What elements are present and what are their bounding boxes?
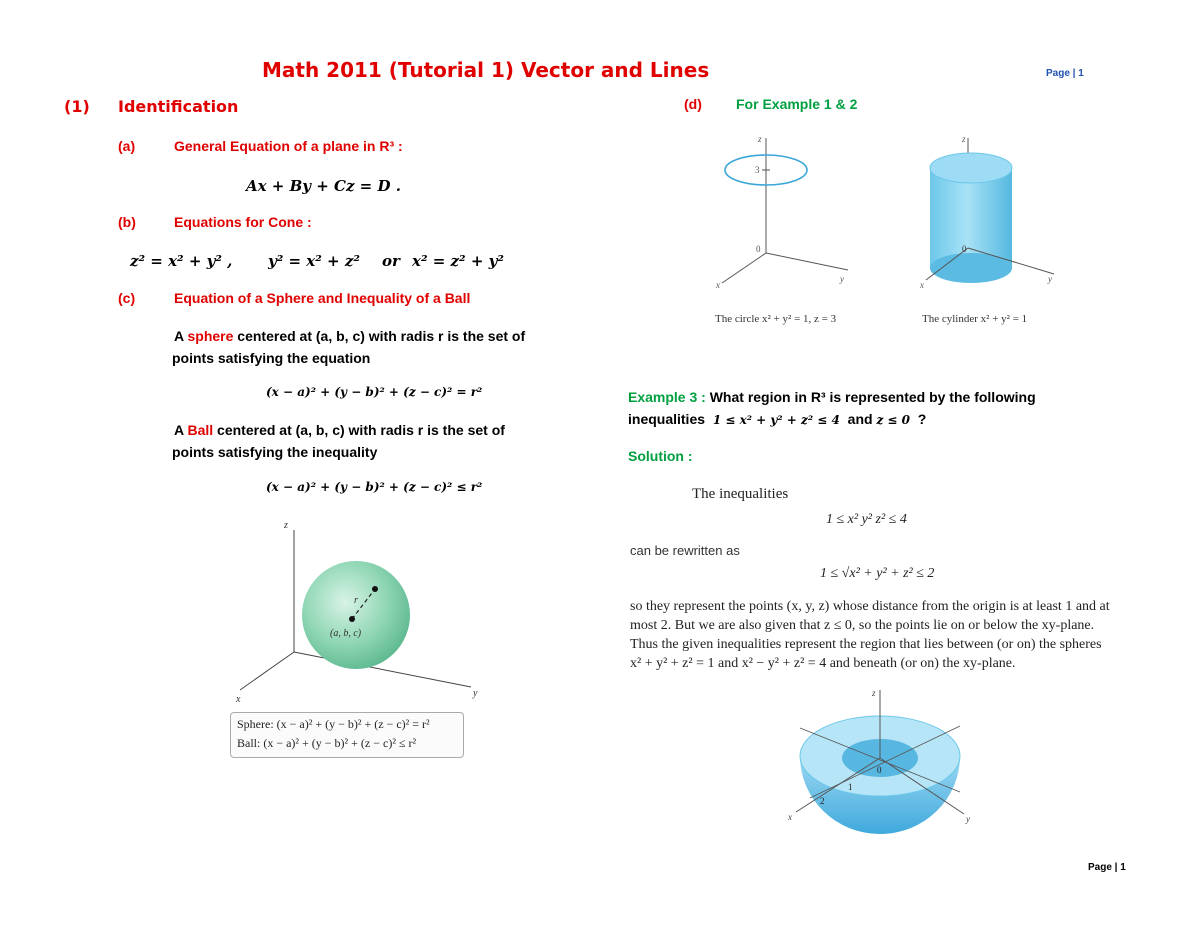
item-b-text: Equations for Cone : [174,214,312,230]
item-d-text: For Example 1 & 2 [736,96,858,112]
y-label: y [1048,274,1052,284]
x-label: x [716,280,720,290]
r-label: r [354,595,358,606]
item-a-text: General Equation of a plane in R³ : [174,138,403,154]
y-label: y [840,274,844,284]
cone-equation-3: x² = z² + y² [412,252,504,270]
solution-paragraph-3: Thus the given inequalities represent the region that lies between (or on) the spheres [630,637,1102,652]
z-label: z [962,134,966,144]
cone-or: or [382,252,400,270]
z-label: z [872,688,876,698]
item-b-label: (b) [118,214,136,230]
sphere-figure [226,512,486,712]
item-c-label: (c) [118,290,136,306]
sphere-legend [230,712,464,758]
solution-paragraph-1: so they represent the points (x, y, z) whose distance from the origin is at least 1 and at [630,599,1110,614]
cone-equation-1: z² = x² + y² , [130,252,233,270]
x-axis [240,652,294,690]
section-title: Identification [118,97,239,116]
y-axis [766,253,848,270]
z-label: z [758,134,762,144]
x-label: x [788,812,792,822]
one-label: 1 [848,782,853,792]
zero-label: 0 [962,244,967,254]
zero-label: 0 [756,244,761,254]
solution-label: Solution : [628,448,693,464]
solution-line1: The inequalities [692,486,789,502]
sphere-definition-line2: points satisfying the equation [172,350,371,366]
legend-sphere: Sphere: (x − a)² + (y − b)² + (z − c)² = r² [237,717,430,731]
example3-question-line1: Example 3 : What region in R³ is represented by the following [628,389,1036,405]
y-label: y [473,688,478,699]
ball-equation: (x − a)² + (y − b)² + (z − c)² ≤ r² [266,480,483,494]
y-label: y [966,814,970,824]
page-title: Math 2011 (Tutorial 1) Vector and Lines [262,58,710,82]
circle-figure [700,128,880,328]
ball-definition-line2: points satisfying the inequality [172,444,378,460]
ball-definition-line1: A Ball centered at (a, b, c) with radis r is the set of [174,422,505,438]
center-label: (a, b, c) [330,628,362,639]
item-c-text: Equation of a Sphere and Inequality of a Ball [174,290,471,306]
solution-rewritten: 1 ≤ √x² + y² + z² ≤ 2 [820,566,935,581]
x-label: x [236,694,241,705]
zero-label: 0 [877,765,882,775]
solution-line2: can be rewritten as [630,543,740,558]
cylinder-caption: The cylinder x² + y² = 1 [922,313,1028,325]
x-axis [722,253,766,283]
z-label: z [284,520,288,531]
circle-caption: The circle x² + y² = 1, z = 3 [715,313,837,325]
sphere-definition-line1: A sphere centered at (a, b, c) with radis r is the set of [174,328,526,344]
sphere-equation: (x − a)² + (y − b)² + (z − c)² = r² [266,385,483,399]
item-d-label: (d) [684,96,702,112]
page-number-bottom: Page | 1 [1088,862,1126,873]
center-point [349,616,355,622]
cylinder-figure [906,128,1096,328]
legend-ball: Ball: (x − a)² + (y − b)² + (z − c)² ≤ r² [237,736,417,750]
page-number-top: Page | 1 [1046,68,1084,79]
sphere-shape [302,561,410,669]
item-a-label: (a) [118,138,136,154]
section-number: (1) [64,97,90,116]
solution-inequality: 1 ≤ x² y² z² ≤ 4 [826,512,907,527]
cone-equation-2: y² = x² + z² [268,252,360,270]
two-label: 2 [820,796,825,806]
example3-question-line2: inequalities 1 ≤ x² + y² + z² ≤ 4 and z ≤ 0 ? [628,411,927,427]
surface-point [372,586,378,592]
three-label: 3 [755,165,760,175]
cylinder-top [930,153,1012,183]
solution-paragraph-2: most 2. But we are also given that z ≤ 0, so the points lie on or below the xy-plane. [630,618,1095,633]
solution-paragraph-4: x² + y² + z² = 1 and x² − y² + z² = 4 and beneath (or on) the xy-plane. [630,656,1016,671]
plane-equation: Ax + By + Cz = D . [246,177,401,195]
shell-figure [776,686,986,846]
x-label: x [920,280,924,290]
